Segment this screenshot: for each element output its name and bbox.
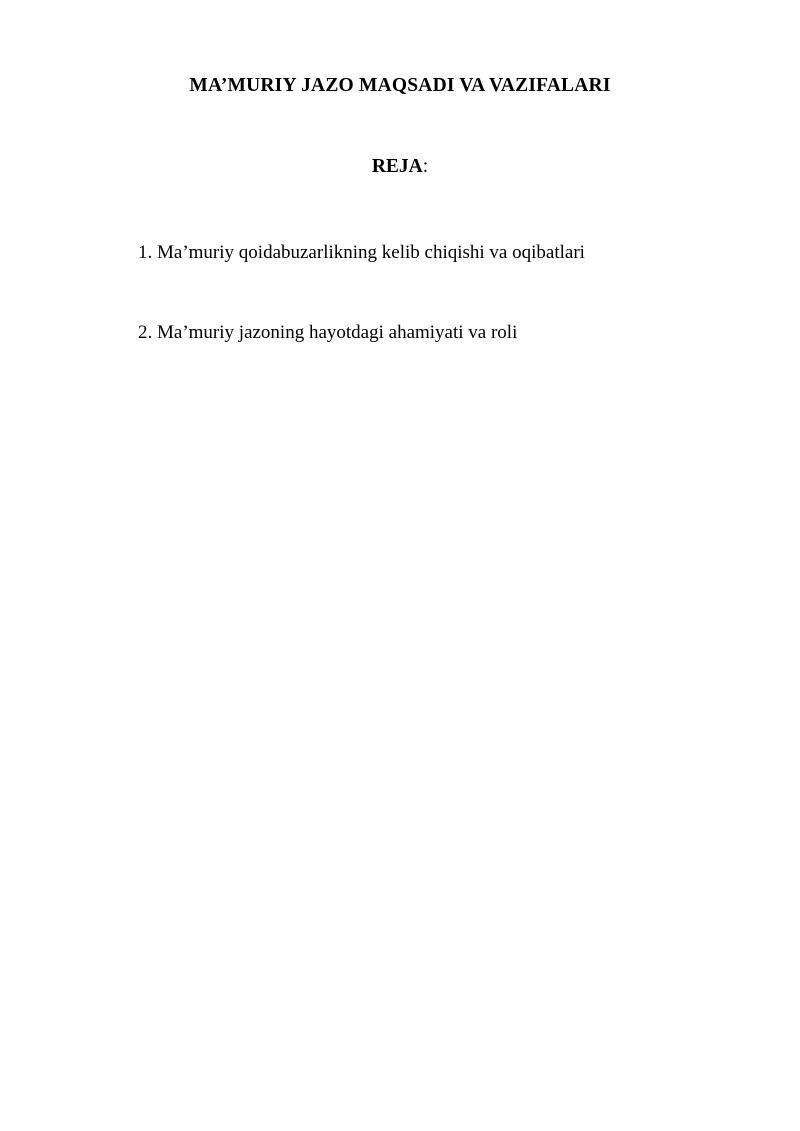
plan-list — [100, 241, 700, 345]
list-item: 1. Ma’muriy qoidabuzarlikning kelib chiqishi va oqibatlari — [138, 241, 585, 263]
plan-heading-colon: : — [422, 156, 429, 178]
document-content — [0, 0, 800, 344]
plan-heading — [100, 97, 700, 178]
plan-heading-label: REJA — [371, 156, 423, 178]
page-title: MA’MURIY JAZO MAQSADI VA VAZIFALARI — [189, 75, 611, 96]
list-item: 2. Ma’muriy jazoning hayotdagi ahamiyati va roli — [138, 321, 518, 343]
